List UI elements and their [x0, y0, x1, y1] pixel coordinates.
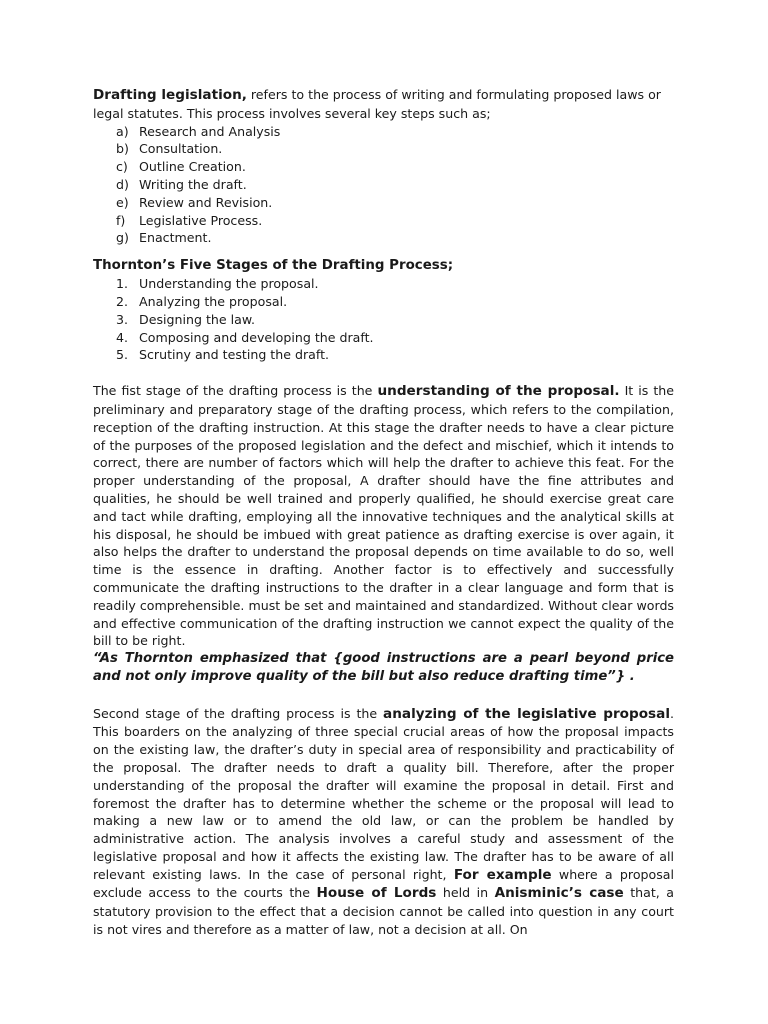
list-item: a) Research and Analysis [116, 123, 281, 139]
bold-term: understanding of the proposal. [377, 383, 620, 400]
list-item: e) Review and Revision. [116, 194, 273, 210]
spacer [93, 687, 674, 705]
intro-lead: Drafting legislation, [93, 87, 247, 103]
drafting-steps-list [93, 123, 674, 248]
thornton-stages-list [93, 275, 674, 364]
list-item: 1. Understanding the proposal. [116, 276, 319, 292]
paragraph-stage-two: Second stage of the drafting process is the analyzing of the legislative proposal. This boarders on the analyzing of three special crucial areas of how the proposal impacts on the existing law, the drafter’s duty in special area of responsibility and practicability of the proposal. The drafter needs to draft a quality bill. Therefore, after the proper understanding of the proposal the drafter will examine the proposal in detail. First and foremost the drafter has to determine whether the scheme or the proposal will lead to making a new law or to amend the old law, or can the problem be handled by administrative action. The analysis involves a careful study and assessment of the legislative proposal and how it affects the existing law. The drafter has to be aware of all relevant existing laws. In the case of personal right, For example where a proposal exclude access to the courts the House of Lords held in Anisminic’s case that, a statutory provision to the effect that a decision cannot be called into question in any court is not vires and therefore as a matter of law, not a decision at all. On [93, 705, 675, 938]
bold-term: analyzing of the legislative proposal [383, 705, 670, 722]
thornton-quote: “As Thornton emphasized that {good instructions are a pearl beyond price and not only improve quality of the bill but also reduce drafting time”} . [93, 651, 674, 685]
spacer [93, 364, 674, 382]
list-item: 5. Scrutiny and testing the draft. [116, 347, 330, 363]
intro-text: refers to the process of writing and formulating proposed laws or legal statutes. This process involves several key steps such as; [93, 87, 661, 121]
list-item: f) Legislative Process. [116, 212, 263, 228]
paragraph-stage-one: The fist stage of the drafting process is the understanding of the proposal. It is the preliminary and preparatory stage of the drafting process, which refers to the compilation, reception of the drafting instruction. At this stage the drafter needs to have a clear picture of the purposes of the proposed legislation and the defect and mischief, which it intends to correct, there are number of factors which will help the drafter to achieve this feat. For the proper understanding of the proposal, A drafter should have the fine attributes and qualities, he should be well trained and properly qualified, he should exercise great care and tact while drafting, employing all the innovative techniques and the analytical skills at his disposal, he should be imbued with great patience as drafting exercise is over again, it also helps the drafter to understand the proposal depends on time available to do so, well time is the essence in drafting. Another factor is to effectively and successfully communicate the drafting instructions to the drafter in a clear language and form that is readily comprehensible. must be set and maintained and standardized. Without clear words and effective communication of the drafting instruction we cannot expect the quality of the bill to be right. [93, 383, 675, 649]
thornton-heading: Thornton’s Five Stages of the Drafting Process; [93, 258, 454, 274]
list-item: b) Consultation. [116, 141, 223, 157]
list-item: 4. Composing and developing the draft. [116, 329, 374, 345]
list-item: d) Writing the draft. [116, 176, 247, 192]
bold-term: House of Lords [316, 885, 437, 902]
bold-term: For example [453, 866, 552, 883]
list-item: 2. Analyzing the proposal. [116, 293, 288, 309]
list-item: g) Enactment. [116, 230, 212, 246]
list-item: 3. Designing the law. [116, 311, 255, 327]
intro-paragraph [93, 86, 674, 123]
bold-term: Anisminic’s case [494, 885, 624, 902]
list-item: c) Outline Creation. [116, 159, 246, 175]
